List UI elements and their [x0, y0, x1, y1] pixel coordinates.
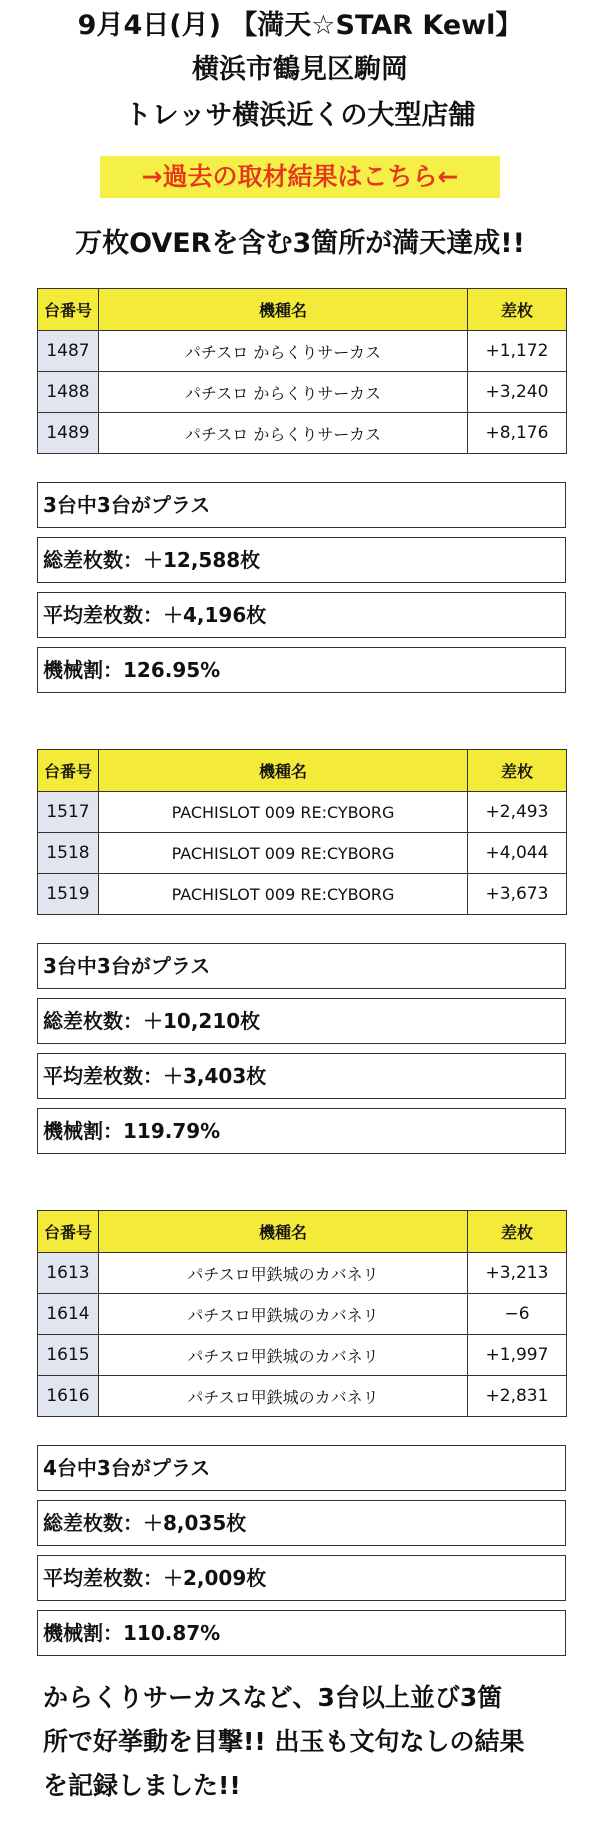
- machine-name: パチスロ からくりサーカス: [99, 331, 468, 372]
- results-table: [37, 288, 567, 454]
- stats-block: [37, 1445, 566, 1656]
- average-diff: 平均差枚数：＋3,403枚: [37, 1053, 566, 1099]
- coin-diff: +2,493: [468, 792, 567, 833]
- table-row: [38, 1335, 567, 1376]
- results-group-2: [37, 749, 566, 1154]
- machine-number: 1518: [38, 833, 99, 874]
- machine-name: パチスロ甲鉄城のカバネリ: [99, 1294, 468, 1335]
- total-diff: 総差枚数：＋12,588枚: [37, 537, 566, 583]
- col-header-machine: 機種名: [99, 1211, 468, 1253]
- headline: 万枚OVERを含む3箇所が満天達成!!: [75, 228, 525, 259]
- table-row: [38, 413, 567, 454]
- col-header-number: 台番号: [38, 750, 99, 792]
- stats-block: [37, 482, 566, 693]
- results-group-3: [37, 1210, 566, 1656]
- plus-count: 3台中3台がプラス: [37, 943, 566, 989]
- table-row: [38, 833, 567, 874]
- stats-block: [37, 943, 566, 1154]
- coin-diff: +1,172: [468, 331, 567, 372]
- machine-name: パチスロ からくりサーカス: [99, 372, 468, 413]
- payout-rate: 機械割：110.87%: [37, 1610, 566, 1656]
- col-header-diff: 差枚: [468, 289, 567, 331]
- coin-diff: +3,673: [468, 874, 567, 915]
- table-row: [38, 372, 567, 413]
- machine-number: 1487: [38, 331, 99, 372]
- col-header-diff: 差枚: [468, 750, 567, 792]
- col-header-number: 台番号: [38, 1211, 99, 1253]
- machine-name: PACHISLOT 009 RE:CYBORG: [99, 874, 468, 915]
- results-table: [37, 749, 567, 915]
- coin-diff: +8,176: [468, 413, 567, 454]
- average-diff: 平均差枚数：＋2,009枚: [37, 1555, 566, 1601]
- average-diff: 平均差枚数：＋4,196枚: [37, 592, 566, 638]
- machine-number: 1615: [38, 1335, 99, 1376]
- store-description: トレッサ横浜近くの大型店舗: [124, 100, 476, 131]
- coin-diff: +3,240: [468, 372, 567, 413]
- page-header: [0, 6, 600, 264]
- past-results-link[interactable]: →過去の取材結果はこちら←: [100, 156, 500, 198]
- closing-line: 所で好挙動を目撃!! 出玉も文句なしの結果: [43, 1727, 525, 1756]
- payout-rate: 機械割：119.79%: [37, 1108, 566, 1154]
- coin-diff: −6: [468, 1294, 567, 1335]
- machine-name: パチスロ甲鉄城のカバネリ: [99, 1253, 468, 1294]
- machine-name: パチスロ甲鉄城のカバネリ: [99, 1376, 468, 1417]
- machine-number: 1614: [38, 1294, 99, 1335]
- closing-line: からくりサーカスなど、3台以上並び3箇: [43, 1683, 503, 1712]
- coin-diff: +1,997: [468, 1335, 567, 1376]
- table-header-row: [38, 1211, 567, 1253]
- payout-rate: 機械割：126.95%: [37, 647, 566, 693]
- page: [0, 6, 600, 1832]
- machine-name: パチスロ からくりサーカス: [99, 413, 468, 454]
- machine-number: 1517: [38, 792, 99, 833]
- col-header-machine: 機種名: [99, 289, 468, 331]
- plus-count: 4台中3台がプラス: [37, 1445, 566, 1491]
- event-title: 9月4日(月) 【満天☆STAR Kewl】: [77, 10, 523, 41]
- machine-name: パチスロ甲鉄城のカバネリ: [99, 1335, 468, 1376]
- results-group-1: [37, 288, 566, 693]
- total-diff: 総差枚数：＋8,035枚: [37, 1500, 566, 1546]
- table-row: [38, 1294, 567, 1335]
- machine-number: 1489: [38, 413, 99, 454]
- table-row: [38, 1376, 567, 1417]
- table-row: [38, 1253, 567, 1294]
- col-header-number: 台番号: [38, 289, 99, 331]
- table-row: [38, 792, 567, 833]
- table-header-row: [38, 289, 567, 331]
- results-table: [37, 1210, 567, 1417]
- machine-number: 1613: [38, 1253, 99, 1294]
- machine-number: 1488: [38, 372, 99, 413]
- coin-diff: +3,213: [468, 1253, 567, 1294]
- machine-number: 1519: [38, 874, 99, 915]
- col-header-diff: 差枚: [468, 1211, 567, 1253]
- store-location: 横浜市鶴見区駒岡: [192, 54, 408, 85]
- col-header-machine: 機種名: [99, 750, 468, 792]
- machine-name: PACHISLOT 009 RE:CYBORG: [99, 833, 468, 874]
- machine-number: 1616: [38, 1376, 99, 1417]
- table-row: [38, 331, 567, 372]
- machine-name: PACHISLOT 009 RE:CYBORG: [99, 792, 468, 833]
- table-header-row: [38, 750, 567, 792]
- closing-text: [43, 1676, 563, 1808]
- coin-diff: +2,831: [468, 1376, 567, 1417]
- coin-diff: +4,044: [468, 833, 567, 874]
- closing-line: を記録しました!!: [43, 1771, 241, 1800]
- plus-count: 3台中3台がプラス: [37, 482, 566, 528]
- table-row: [38, 874, 567, 915]
- total-diff: 総差枚数：＋10,210枚: [37, 998, 566, 1044]
